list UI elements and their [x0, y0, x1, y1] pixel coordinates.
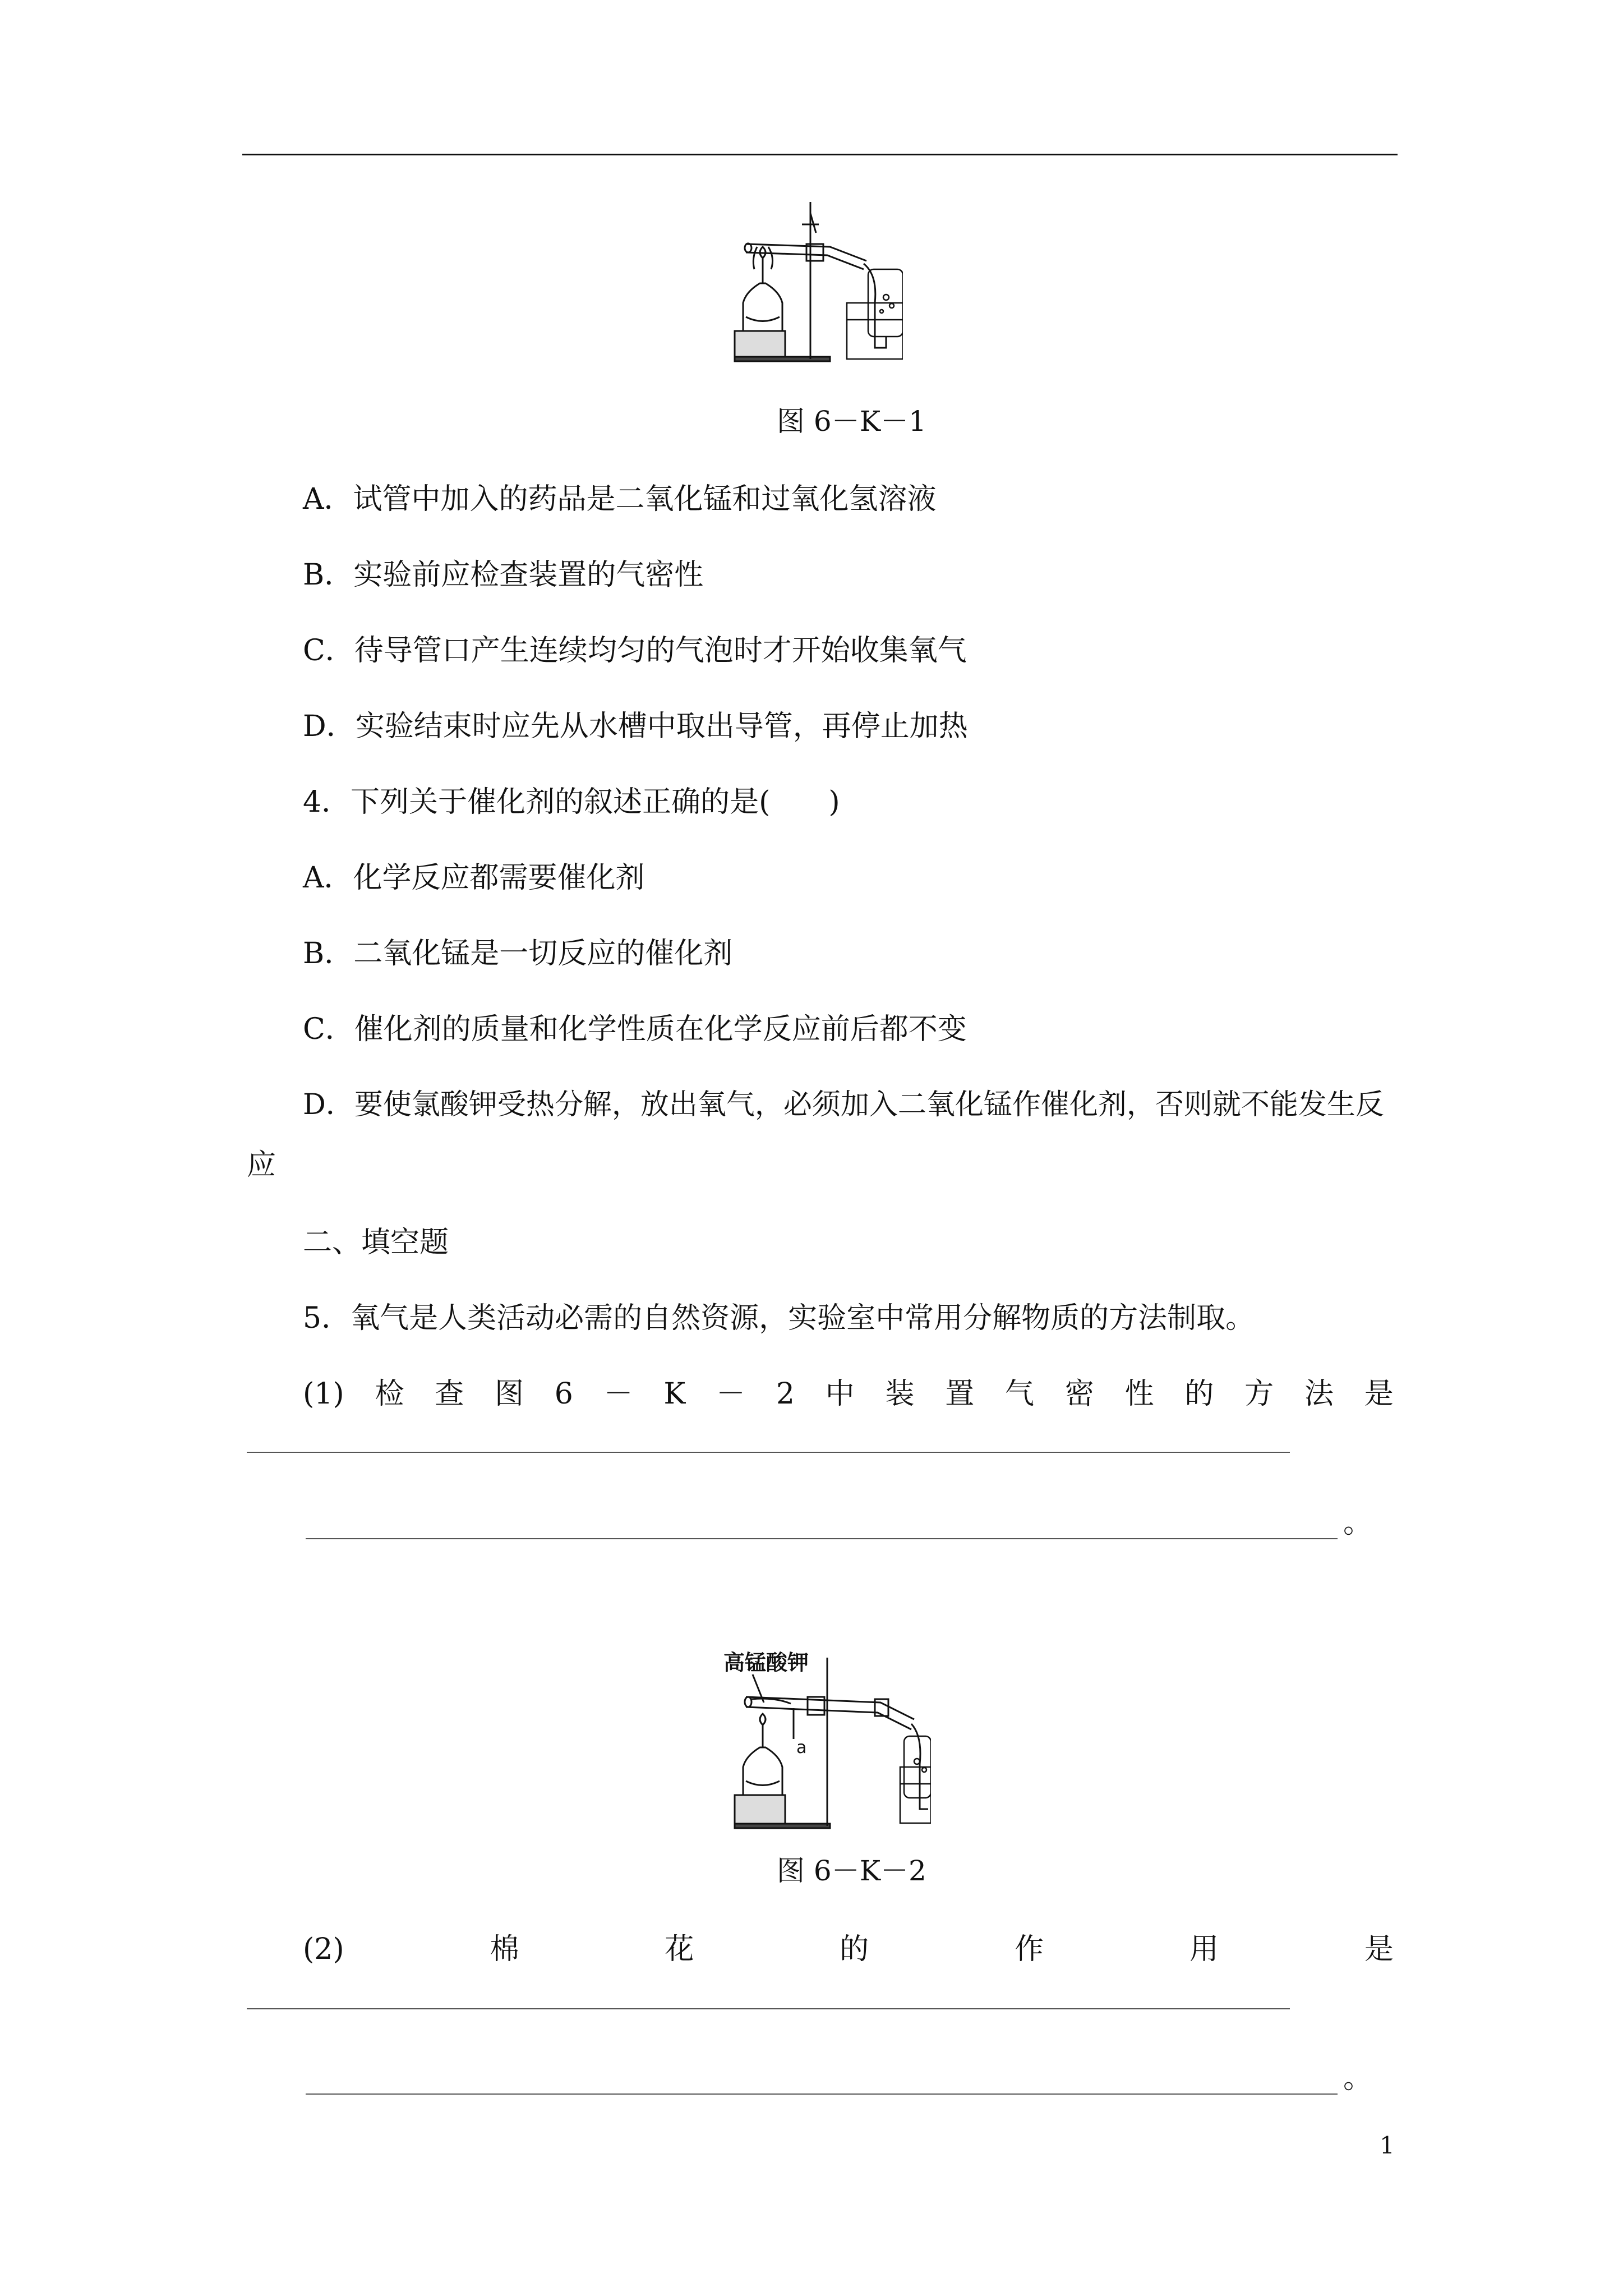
q5-part2-answer-blank-2[interactable]	[306, 2093, 1338, 2095]
q4-stem: 4．下列关于催化剂的叙述正确的是( )	[303, 785, 840, 819]
q4-option-a: A．化学反应都需要催化剂	[303, 861, 645, 895]
header-rule	[242, 154, 1398, 155]
q5-part1-prompt	[303, 1374, 1394, 1414]
q3-option-d: D．实验结束时应先从水槽中取出导管，再停止加热	[303, 710, 968, 743]
q5-part1-word: 置	[945, 1377, 975, 1411]
q4-option-b: B．二氧化锰是一切反应的催化剂	[303, 937, 733, 970]
section-title: 二、填空题	[303, 1226, 449, 1259]
q5-part2-prompt	[303, 1930, 1394, 1969]
q5-part2-end-mark: 。	[1343, 2062, 1373, 2095]
q5-part1-word: (1)	[303, 1377, 344, 1411]
q5-part1-word: 中	[825, 1377, 855, 1411]
q5-part1-word: K	[663, 1377, 686, 1411]
q5-part1-word: 方	[1244, 1377, 1274, 1411]
q5-part1-word: 6	[554, 1377, 573, 1411]
q5-part2-word: 是	[1364, 1932, 1394, 1966]
page-number: 1	[1380, 2132, 1395, 2159]
q5-part1-word: 法	[1304, 1377, 1334, 1411]
q5-part1-word: 的	[1184, 1377, 1214, 1411]
q4-option-d-line2: 应	[247, 1148, 276, 1182]
q5-part1-answer-blank-1[interactable]	[247, 1452, 1290, 1453]
q4-option-c: C．催化剂的质量和化学性质在化学反应前后都不变	[303, 1013, 967, 1046]
q3-option-b: B．实验前应检查装置的气密性	[303, 558, 704, 592]
figure-2-label-a: a	[796, 1738, 807, 1757]
q5-part2-answer-blank-1[interactable]	[247, 2008, 1290, 2009]
q5-part2-word: 的	[840, 1932, 869, 1966]
apparatus-figure-1	[723, 191, 903, 370]
q5-part1-word: 检	[375, 1377, 404, 1411]
q3-option-a: A．试管中加入的药品是二氧化锰和过氧化氢溶液	[303, 482, 937, 516]
q5-part1-word: 密	[1064, 1377, 1094, 1411]
q5-part1-word: 查	[435, 1377, 464, 1411]
q5-part2-word: 花	[665, 1932, 694, 1966]
q5-part2-word: (2)	[303, 1932, 344, 1966]
q3-option-c: C．待导管口产生连续均匀的气泡时才开始收集氧气	[303, 634, 967, 668]
q5-part1-end-mark: 。	[1343, 1506, 1373, 1540]
q4-option-d-line1: D．要使氯酸钾受热分解，放出氧气，必须加入二氧化锰作催化剂，否则就不能发生反	[303, 1088, 1384, 1121]
q5-part1-word: 性	[1124, 1377, 1154, 1411]
q5-part1-word: －	[603, 1377, 633, 1411]
q5-part1-word: 是	[1364, 1377, 1394, 1411]
figure-2-reagent-label: 高锰酸钾	[723, 1650, 809, 1675]
q5-part1-word: 装	[885, 1377, 915, 1411]
apparatus-figure-2	[712, 1641, 931, 1832]
q5-stem: 5．氧气是人类活动必需的自然资源，实验室中常用分解物质的方法制取。	[303, 1301, 1255, 1335]
q5-part1-word: 气	[1005, 1377, 1035, 1411]
q5-part1-word: 2	[776, 1377, 795, 1411]
q5-part2-word: 作	[1015, 1932, 1044, 1966]
q5-part2-word: 用	[1189, 1932, 1219, 1966]
q5-part1-answer-blank-2[interactable]	[306, 1538, 1338, 1539]
figure-2-caption: 图 6－K－2	[777, 1855, 926, 1887]
q5-part1-word: －	[716, 1377, 746, 1411]
figure-1-caption: 图 6－K－1	[777, 405, 926, 438]
q5-part1-word: 图	[495, 1377, 524, 1411]
q5-part2-word: 棉	[490, 1932, 519, 1966]
